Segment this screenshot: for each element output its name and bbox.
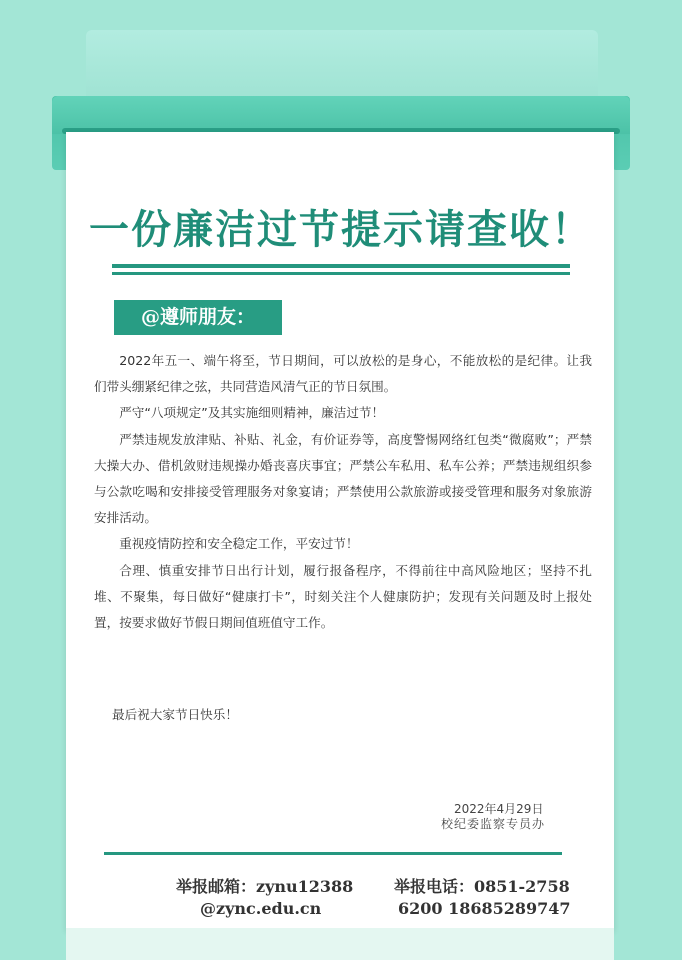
report-phone-line1: 举报电话：0851-2758	[394, 877, 570, 896]
signature-date: 2022年4月29日	[454, 802, 544, 816]
paragraph: 合理、慎重安排节日出行计划，履行报备程序，不得前往中高风险地区；坚持不扎堆、不聚集，每日做好“健康打卡”，时刻关注个人健康防护；发现有关问题及时上报处置，按要求做好节假日期间值班值守工作。	[94, 562, 592, 631]
footer-rule	[104, 852, 562, 855]
signature-org: 校纪委监察专员办	[441, 817, 546, 831]
paragraph: 2022年五一、端午将至，节日期间，可以放松的是身心，不能放松的是纪律。让我们带头绷紧纪律之弦，共同营造风清气正的节日氛围。	[94, 353, 592, 395]
background-tab-top	[86, 30, 598, 100]
body-text	[94, 348, 592, 636]
paragraph: 严守“八项规定”及其实施细则精神，廉洁过节！	[119, 405, 385, 421]
report-phone-line2: 6200 18685289747	[398, 899, 571, 918]
page-title: 一份廉洁过节提示请查收！	[89, 206, 593, 253]
title-rule-top	[112, 264, 570, 268]
paragraph: 重视疫情防控和安全稳定工作，平安过节！	[119, 536, 359, 552]
bottom-strip	[66, 928, 614, 960]
paragraph: 严禁违规发放津贴、补贴、礼金，有价证券等，高度警惕网络红包类“微腐败”；严禁大操大办、借机敛财违规操办婚丧喜庆事宜；严禁公车私用、私车公养；严禁违规组织参与公款吃喝和安排接受管理服务对象宴请；严禁使用公款旅游或接受管理和服务对象旅游安排活动。	[94, 431, 592, 526]
report-email-line2: @zync.edu.cn	[200, 899, 322, 918]
greeting-banner: @遵师朋友：	[114, 300, 282, 335]
closing-text: 最后祝大家节日快乐！	[112, 707, 238, 722]
report-email-line1: 举报邮箱：zynu12388	[176, 877, 354, 896]
title-rule-bottom	[112, 272, 570, 275]
